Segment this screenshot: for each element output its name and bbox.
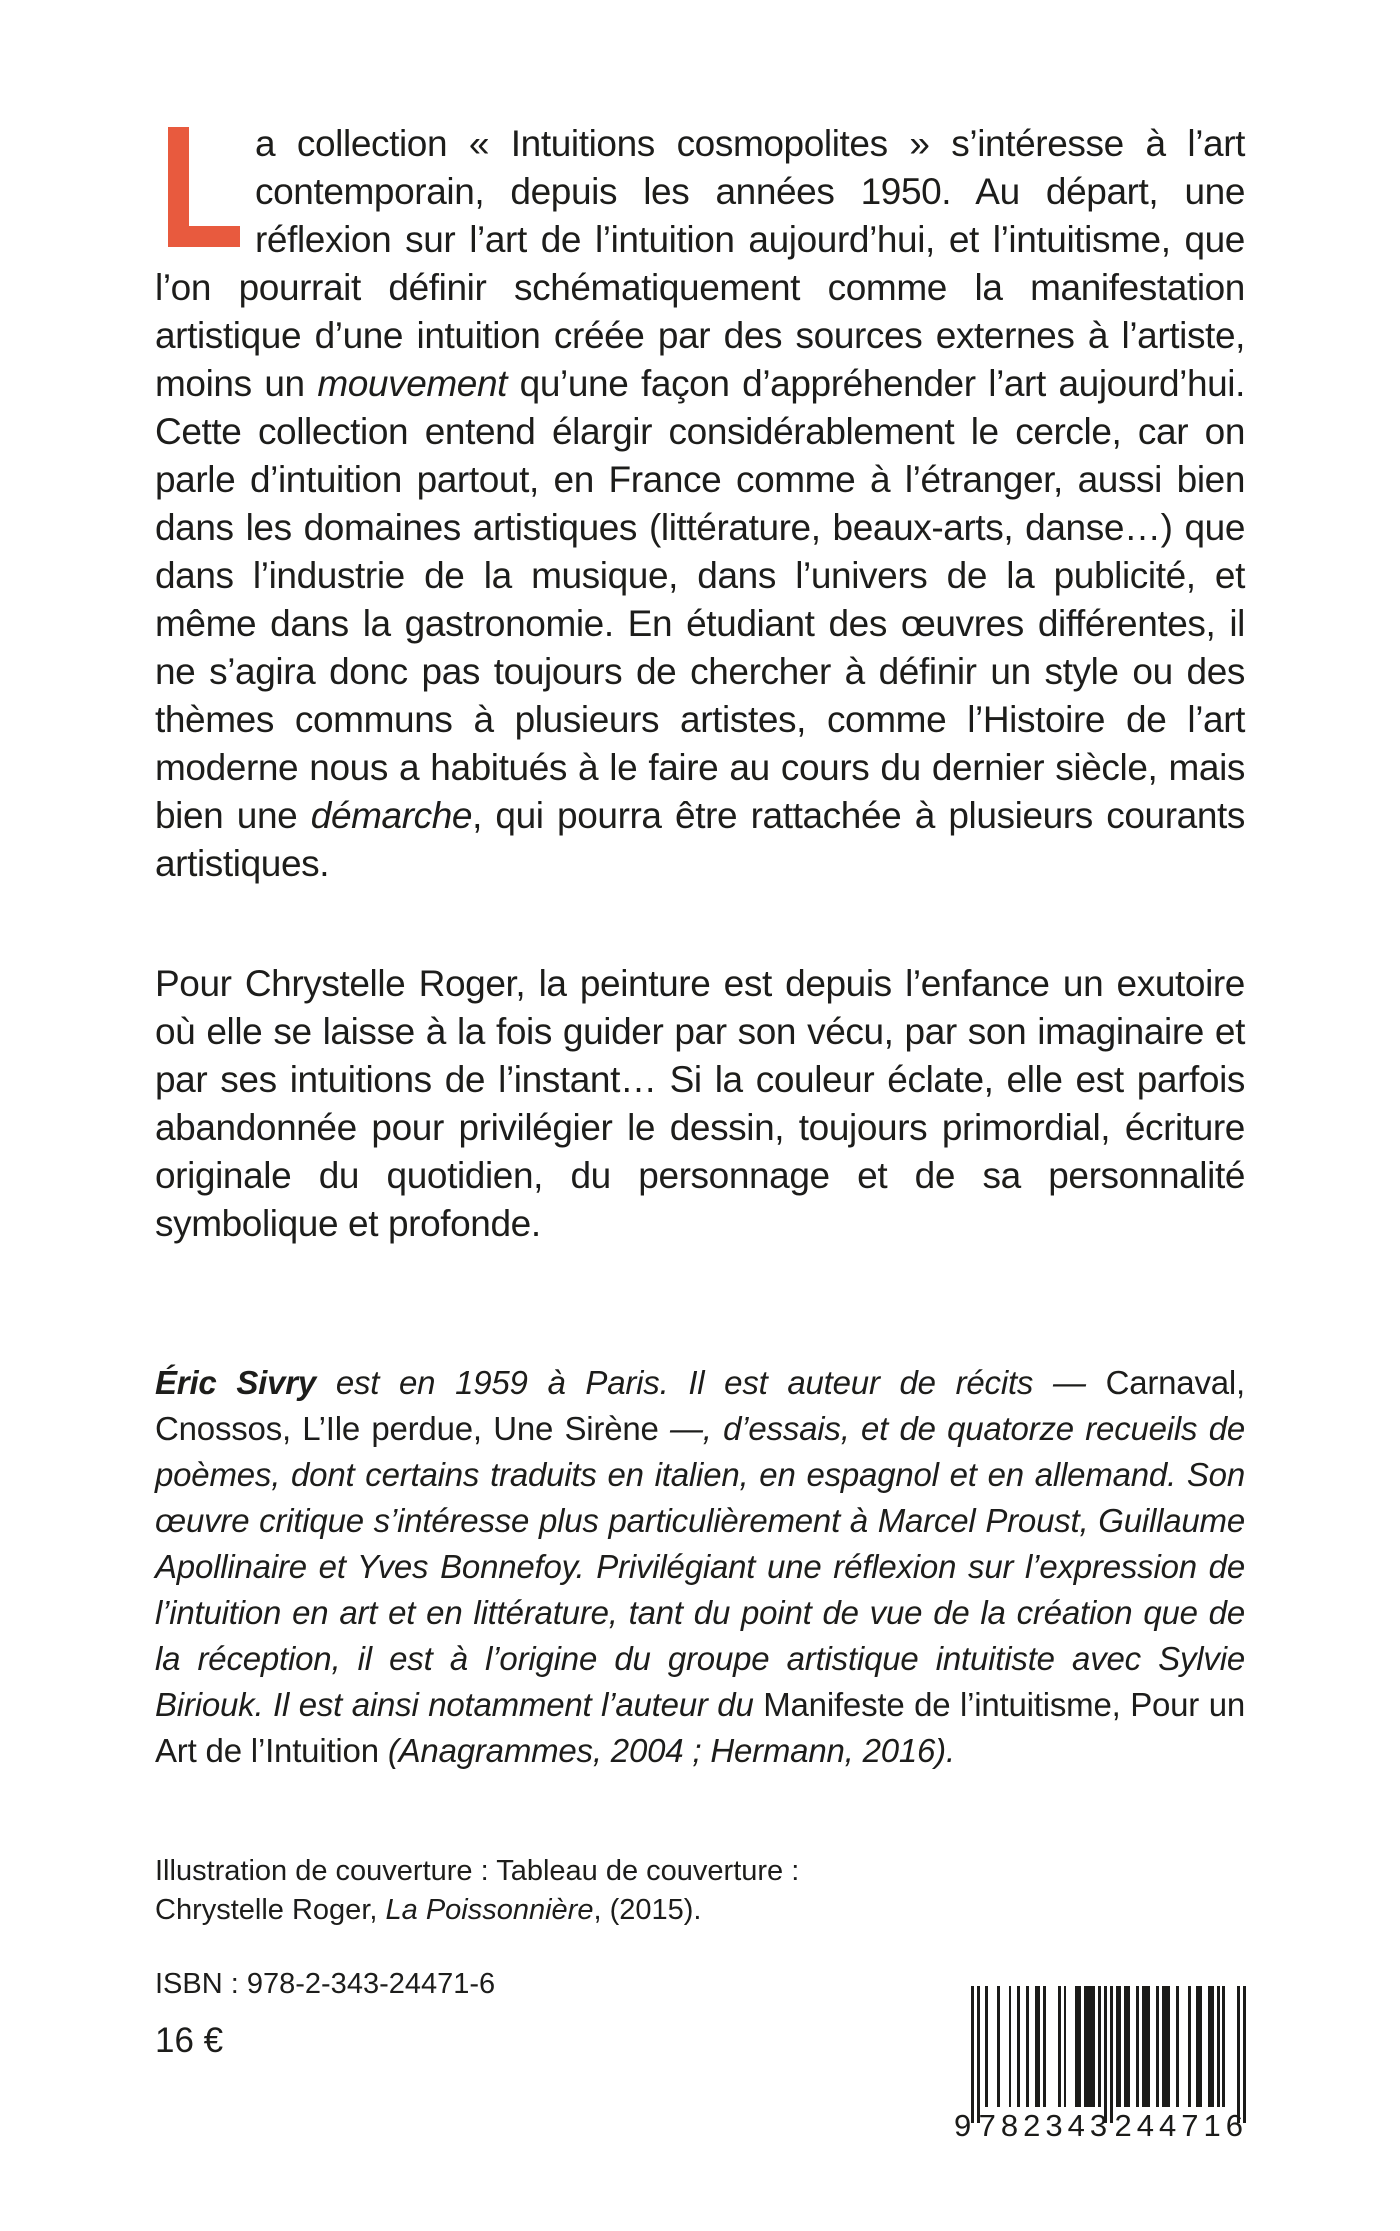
text-segment: qu’une façon d’appréhender l’art aujourd’hui. Cette collection entend élargir considérablement le cercle, car on parle d’intuition partout, en France comme à l’étranger, aussi bien dans les domaines artistiques (littérature, beaux-arts, danse…) que dans l’industrie de la musique, dans l’univers de la publicité, et même dans la gastronomie. En étudiant des œuvres différentes, il ne s’agira donc pas toujours de chercher à définir un style ou des thèmes communs à plusieurs artistes, comme l’Histoire de l’art moderne nous a habitués à le faire au cours du dernier siècle, mais bien une — [155, 363, 1246, 836]
price-label: 16 € — [155, 2021, 224, 2060]
text-segment: (Anagrammes, 2004 ; Hermann, 2016). — [378, 1732, 955, 1769]
text-segment: La Poissonnière — [385, 1894, 594, 1926]
artist-paragraph: Pour Chrystelle Roger, la peinture est depuis l’enfance un exutoire où elle se laisse à la fois guider par son vécu, par son imaginaire et par ses intuitions de l’instant… Si la couleur éclate, elle est parfois abandonnée pour privilégier le dessin, toujours primordial, écriture originale du quotidien, du personnage et de sa personnalité symbolique et profonde. — [155, 963, 1245, 1244]
barcode-left-group: 782343 — [978, 2108, 1113, 2143]
collection-paragraph-text — [155, 123, 1245, 884]
cover-credit — [155, 1852, 1245, 1930]
text-segment: , (2015). — [593, 1894, 702, 1926]
cover-credit-line2 — [155, 1891, 1245, 1930]
text-column — [0, 120, 1400, 2061]
barcode-bars — [971, 1986, 1247, 2107]
text-segment: —, d’essais, et de quatorze recueils de poèmes, dont certains traduits en italien, en espagnol et en allemand. Son œuvre critique s’intéresse plus particulièrement à Marcel Proust, Guillaume Apollinaire et Yves Bonnefoy. Privilégiant une réflexion sur l’expression de l’intuition en art et en littérature, tant du point de vue de la création que de la réception, il est à l’origine du groupe artistique intuitiste avec Sylvie Biriouk. Il est ainsi notamment l’auteur du — [155, 1410, 1245, 1723]
author-bio-paragraph — [155, 1360, 1245, 1774]
dropcap-character — [155, 120, 156, 121]
text-segment: démarche — [310, 795, 473, 836]
text-segment: , qui pourra être rattachée à plusieurs courants artistiques. — [155, 795, 1245, 884]
isbn-line: ISBN : 978-2-343-24471-6 — [155, 1968, 496, 2000]
text-segment: Manifeste de l’intuitisme, Pour un Art de l’Intuition — [155, 1686, 1245, 1769]
text-segment: Chrystelle Roger, — [155, 1894, 386, 1926]
text-segment: mouvement — [317, 363, 508, 404]
cover-credit-line1: Illustration de couverture : Tableau de couverture : — [155, 1855, 800, 1887]
collection-paragraph — [155, 120, 1245, 888]
barcode-right-group: 244716 — [1114, 2108, 1248, 2143]
text-segment: a collection « Intuitions cosmopolites » s’intéresse à l’art contemporain, depuis les années 1950. Au départ, une réflexion sur l’art de l’intuition aujourd’hui, et l’intuitisme, que l’on pourrait définir schématiquement comme la manifestation artistique d’une intuition créée par des sources externes à l’artiste, moins un — [155, 123, 1245, 404]
dropcap-foot — [168, 226, 240, 247]
dropcap-letter — [155, 120, 255, 246]
text-segment: Carnaval, Cnossos, L’Ile perdue, Une Sirène — [155, 1364, 1245, 1447]
barcode-digits — [954, 2108, 1248, 2144]
ean13-barcode — [954, 1986, 1248, 2144]
barcode-bar — [1243, 1986, 1246, 2123]
text-segment: est en 1959 à Paris. Il est auteur de récits — — [316, 1364, 1106, 1401]
text-segment: Éric Sivry — [155, 1364, 317, 1401]
barcode-first-digit: 9 — [954, 2108, 977, 2143]
